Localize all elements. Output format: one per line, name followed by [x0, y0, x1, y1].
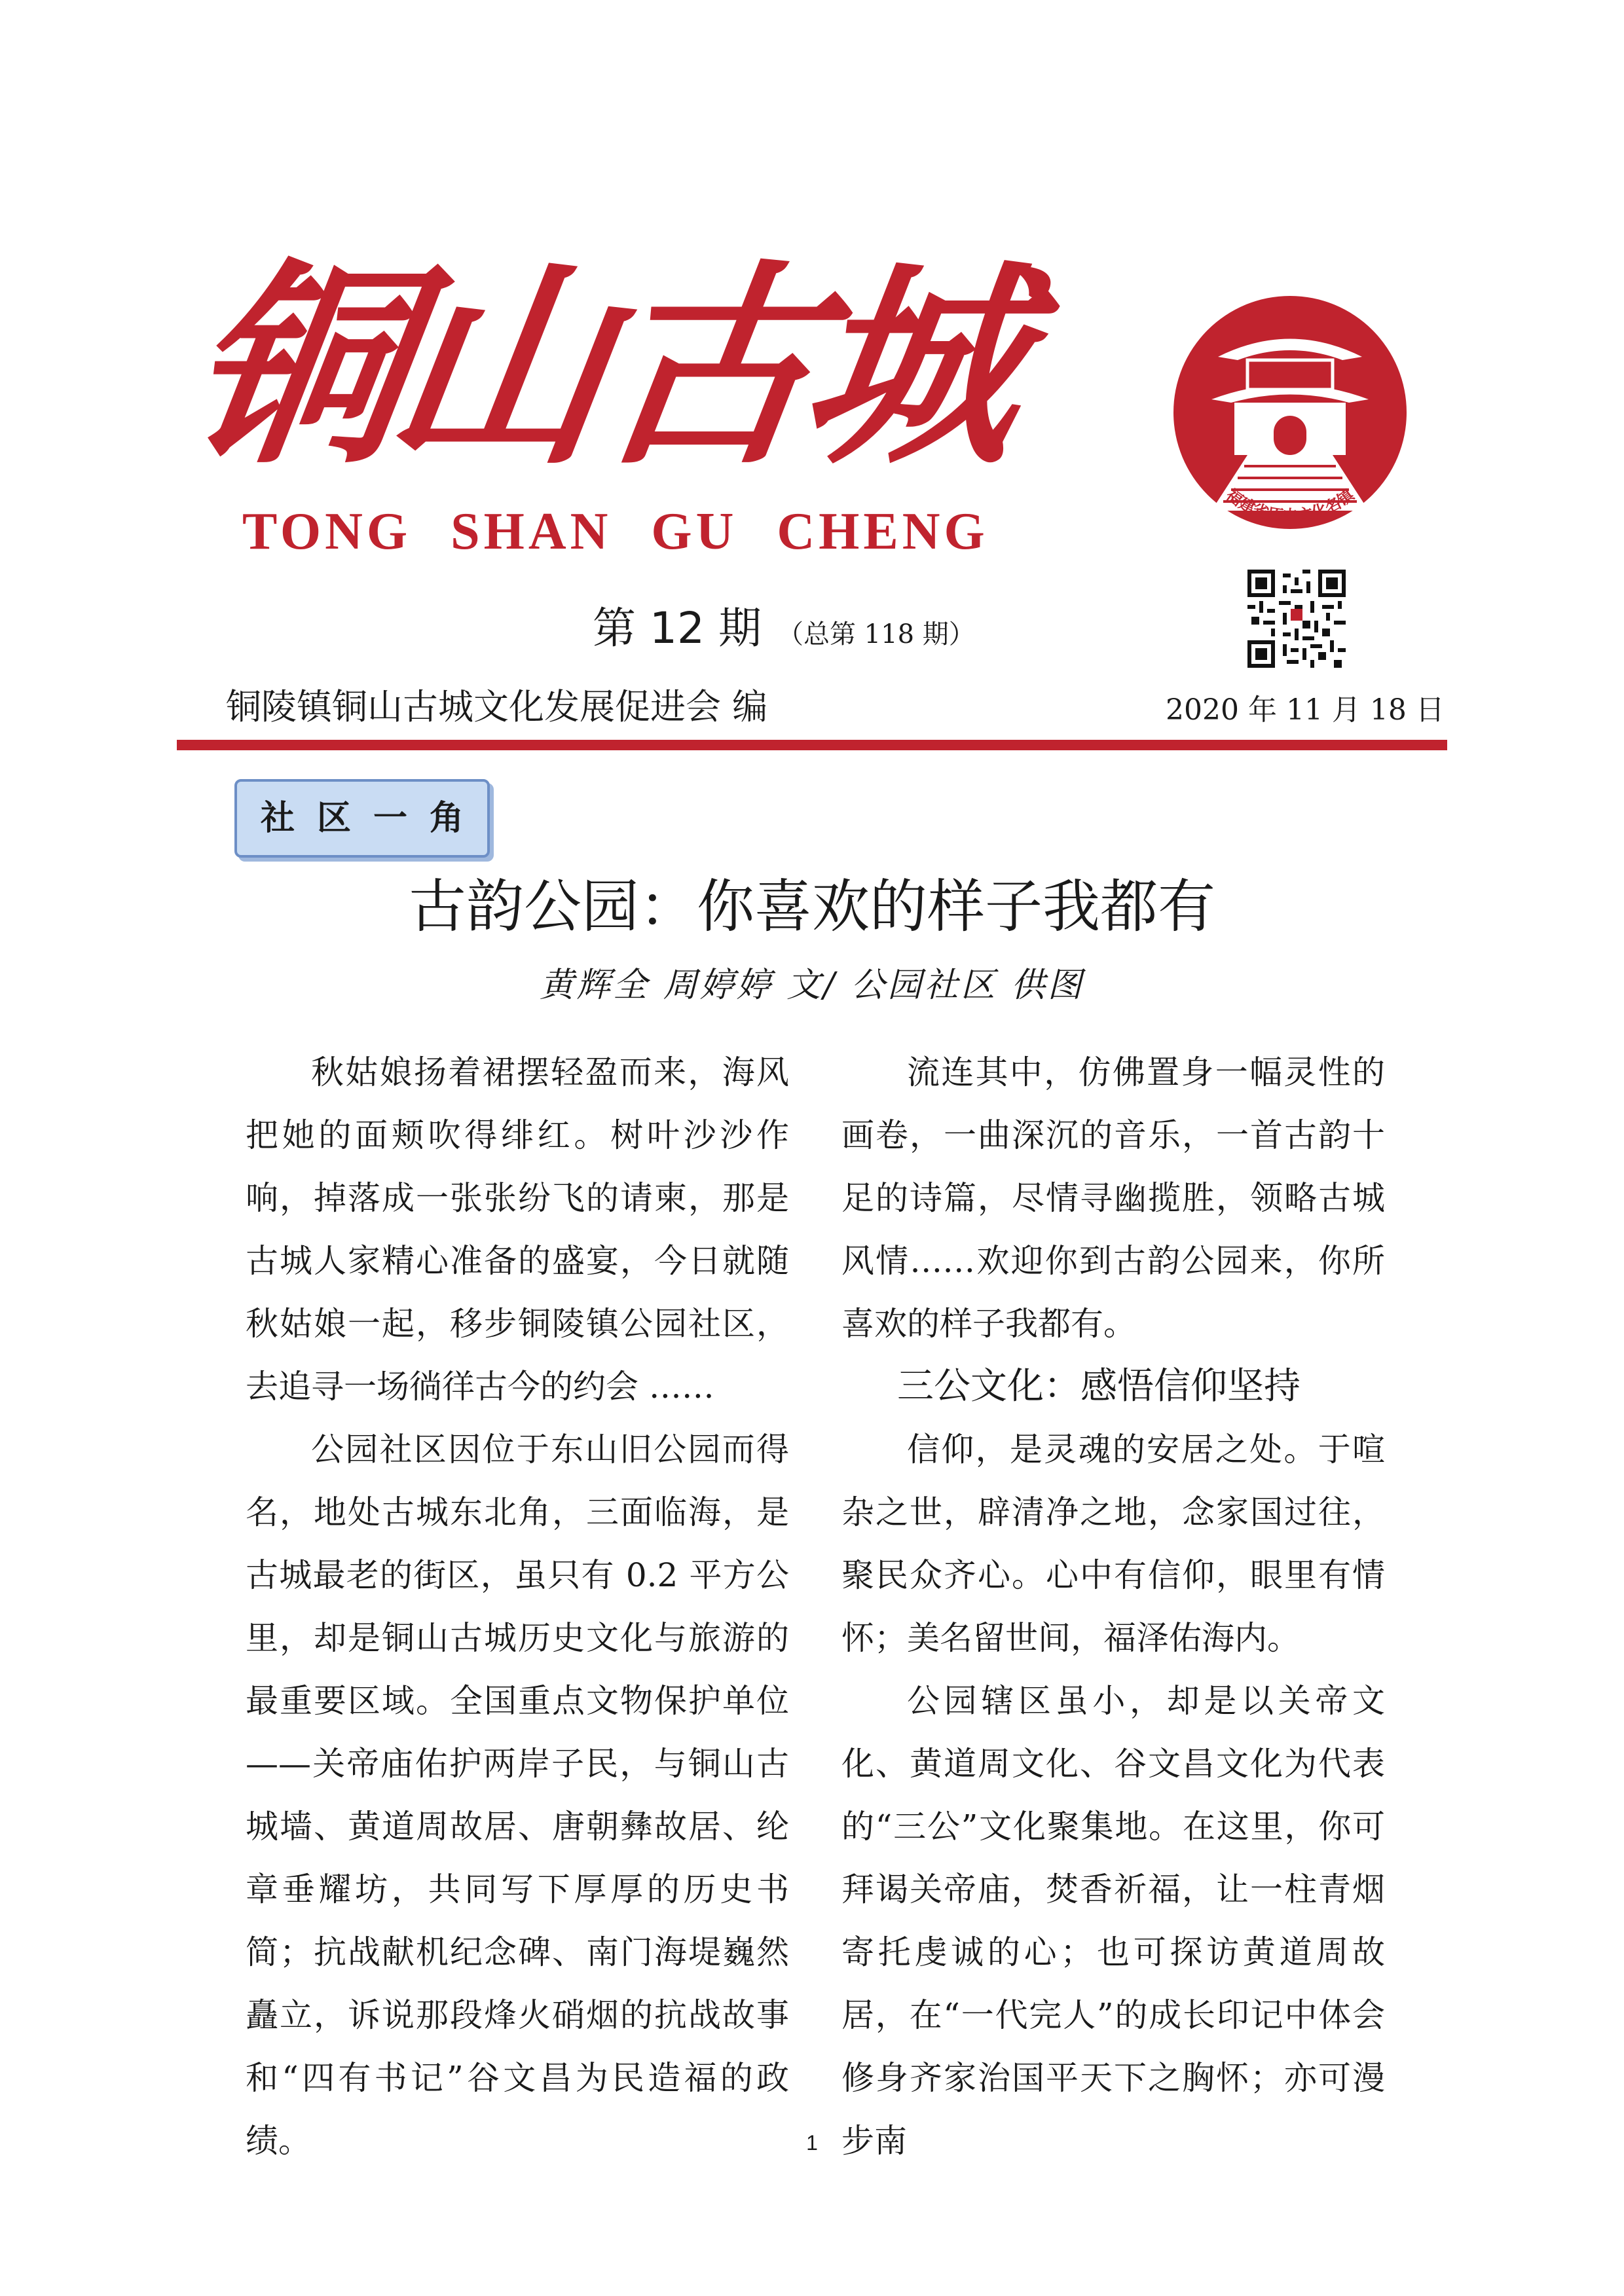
- qr-code-icon: [1247, 570, 1346, 668]
- masthead-en-word: SHAN: [451, 503, 612, 560]
- issue-total: （总第 118 期）: [777, 619, 975, 649]
- article-subheading: 三公文化：感悟信仰坚持: [897, 1365, 1301, 1408]
- masthead-en-word: CHENG: [777, 503, 989, 560]
- masthead-en-word: TONG: [242, 503, 412, 560]
- masthead-en-word: GU: [651, 503, 738, 560]
- masthead-divider: [177, 740, 1447, 750]
- article-column-left: [246, 1041, 789, 2172]
- paragraph: 公园辖区虽小，却是以关帝文化、黄道周文化、谷文昌文化为代表的“三公”文化聚集地。在这里，你可拜谒关帝庙，焚香祈福，让一柱青烟寄托虔诚的心；也可探访黄道周故居，在“一代完人”的成长印记中体会修身齐家治国平天下之胸怀；亦可漫步南: [841, 1682, 1385, 2160]
- section-tag: [234, 779, 490, 858]
- issue-number: [593, 596, 975, 661]
- section-tag-label: 社区一角: [260, 798, 486, 838]
- publication-date: 2020 年 11 月 18 日: [1166, 693, 1445, 727]
- article-headline: 古韵公园：你喜欢的样子我都有: [408, 873, 1215, 940]
- masthead-char: 铜: [172, 240, 424, 494]
- masthead-title: [172, 240, 1040, 494]
- publisher: 铜陵镇铜山古城文化发展促进会 编: [226, 686, 768, 727]
- paragraph: 公园社区因位于东山旧公园而得名，地处古城东北角，三面临海，是古城最老的街区，虽只有 0.2 平方公里，却是铜山古城历史文化与旅游的最重要区域。全国重点文物保护单位——关帝庙佑护两岸子民，与铜山古城墙、黄道周故居、唐朝彝故居、纶章垂耀坊，共同写下厚厚的历史书简；抗战献机纪念碑、南门海堤巍然矗立，诉说那段烽火硝烟的抗战故事和“四有书记”谷文昌为民造福的政绩。: [246, 1430, 789, 2160]
- masthead-char: 城: [787, 240, 1040, 494]
- masthead-english: [242, 499, 989, 564]
- logo-text: 福建省历史文化名镇: [1223, 484, 1357, 526]
- paragraph: 信仰，是灵魂的安居之处。于喧杂之世，辟清净之地，念家国过往，聚民众齐心。心中有信仰，眼里有情怀；美名留世间，福泽佑海内。: [841, 1430, 1385, 1657]
- town-logo: [1172, 295, 1408, 543]
- article-byline: 黄辉全 周婷婷 文/ 公园社区 供图: [540, 966, 1084, 1005]
- page-number: 1: [806, 2131, 818, 2155]
- paragraph: 秋姑娘扬着裙摆轻盈而来，海风把她的面颊吹得绯红。树叶沙沙作响，掉落成一张张纷飞的请柬，那是古城人家精心准备的盛宴，今日就随秋姑娘一起，移步铜陵镇公园社区，去追寻一场徜徉古今的约会 ……: [246, 1053, 789, 1406]
- masthead-char: 古: [584, 240, 837, 494]
- paragraph: 流连其中，仿佛置身一幅灵性的画卷，一曲深沉的音乐，一首古韵十足的诗篇，尽情寻幽揽胜，领略古城风情……欢迎你到古韵公园来，你所喜欢的样子我都有。: [841, 1053, 1385, 1343]
- article-column-right: [841, 1041, 1385, 2172]
- issue-label: 第 12 期: [593, 603, 762, 653]
- masthead-char: 山: [375, 240, 627, 494]
